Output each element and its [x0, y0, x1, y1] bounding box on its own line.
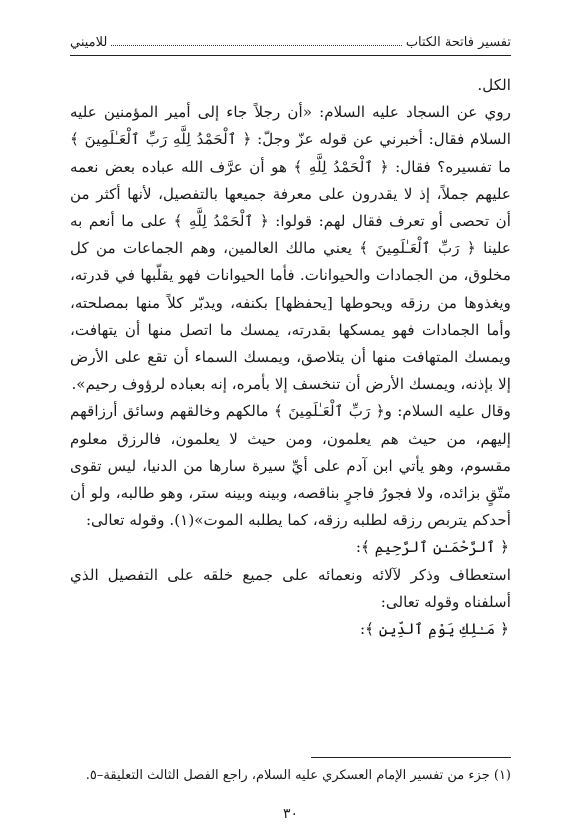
quran-verse: ﴿ مَـٰلِكِ يَوْمِ ٱلدِّينِ ﴾: — [359, 620, 509, 639]
paragraph: الكل. — [477, 76, 511, 94]
paragraph: وقال عليه السلام: و﴿ رَبِّ ٱلْعَـٰلَمِينَ ﴾ مالكهم وخالقهم وسائق أرزاقهم إليهم، من حيث هم يعلمون، ومن حيث لا يعلمون، فالرزق معلوم مقسوم، وهو يأتي ابن آدم على أيِّ سيرة سارها من الدنيا، ليس تقوى متّقٍ بزائده، ولا فجورُ فاجرٍ بناقصه، وبينه وبينه ستر، وهو طالبه، ولو أن أحدكم يتربص رزقه لطلبه رزقه، كما يطلبه الموت»(١). وقوله تعالى: — [70, 402, 511, 530]
footnote: (١) جزء من تفسير الإمام العسكري عليه السلام، راجع الفصل الثالث التعليقة–٥. — [85, 768, 511, 783]
header-author: للاميني — [70, 35, 108, 50]
quran-verse: ﴿ ٱلرَّحْمَـٰنِ ٱلرَّحِيمِ ﴾: — [355, 538, 509, 557]
page-body — [70, 72, 511, 643]
header-dotted-leader — [111, 45, 401, 46]
header-rule — [70, 55, 511, 56]
page-number: ٣٠ — [282, 806, 299, 822]
paragraph: روي عن السجاد عليه السلام: «أن رجلاً جاء إلى أمير المؤمنين عليه السلام فقال: أخبرني عن قوله عزّ وجلّ: ﴿ ٱلْحَمْدُ لِلَّهِ رَبِّ ٱلْعَـٰلَمِينَ ﴾ ما تفسيره؟ فقال: ﴿ ٱلْحَمْدُ لِلَّهِ ﴾ هو أن عرَّف الله عباده بعض نعمه عليهم جملاً، إذ لا يقدرون على معرفة جميعها بالتفصيل، لأنها أكثر من أن تحصى أو تعرف فقال لهم: قولوا: ﴿ ٱلْحَمْدُ لِلَّهِ ﴾ على ما أنعم به علينا ﴿ رَبِّ ٱلْعَـٰلَمِينَ ﴾ يعني مالك العالمين، وهم الجماعات من كل مخلوق، من الجمادات والحيوانات. فأما الحيوانات فهو يقلّبها في قدرته، ويغذوها من رزقه ويحوطها [يحفظها] بكنفه، ويدبّر كلاً منها بمصلحته، وأما الجمادات فهو يمسكها بقدرته، يمسك ما اتصل منها أن يتهافت، ويمسك المتهافت منها أن يتلاصق، ويمسك السماء أن تقع على الأرض إلا بإذنه، ويمسك الأرض أن تنخسف إلا بأمره، إنه بعباده لرؤوف رحيم». — [70, 103, 511, 394]
running-header — [70, 35, 511, 53]
paragraph: استعطاف وذكر لآلائه ونعمائه على جميع خلقه على التفصيل الذي أسلفناه وقوله تعالى: — [70, 565, 511, 611]
header-book-title: تفسير فاتحة الكتاب — [405, 35, 511, 50]
footnote-rule — [311, 757, 511, 758]
